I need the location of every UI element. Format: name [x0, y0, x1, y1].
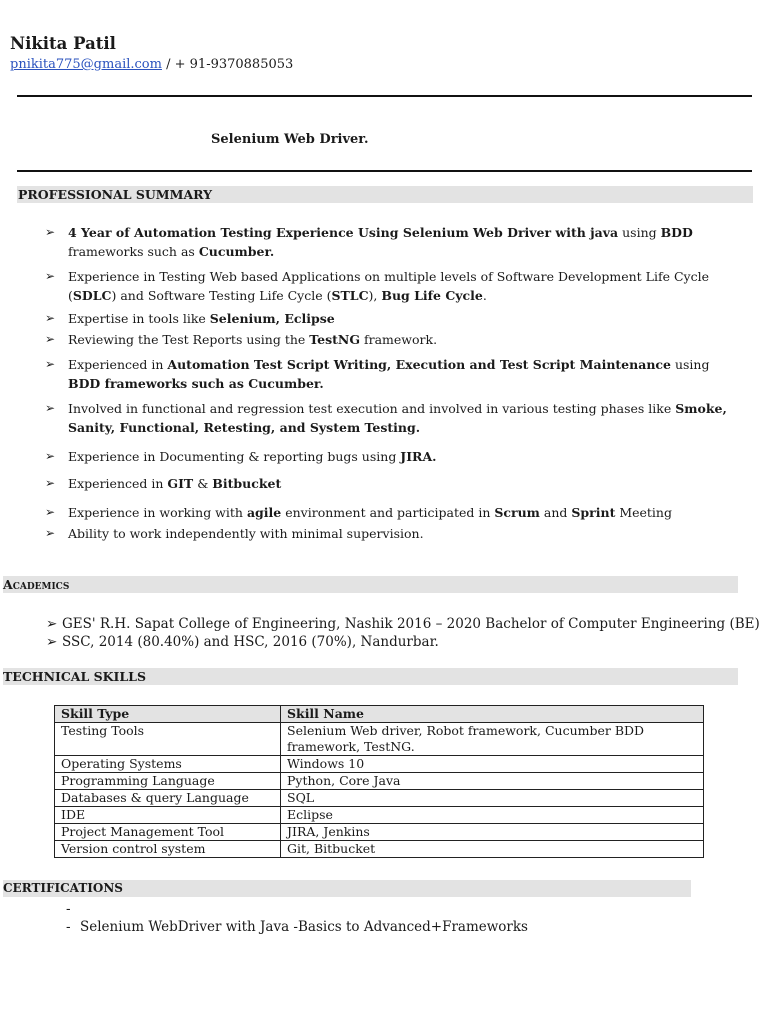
subtitle-divider: [17, 170, 752, 172]
summary-item: [45, 399, 735, 437]
skill-type-cell: Operating Systems: [55, 756, 281, 773]
summary-bold-text: Scrum: [494, 505, 540, 520]
summary-text: Experienced in: [68, 476, 168, 491]
summary-bold-text: BDD: [660, 225, 693, 240]
summary-bold-text: STLC: [331, 288, 369, 303]
summary-text: using: [670, 357, 710, 372]
summary-bold-text: Selenium, Eclipse: [209, 311, 335, 326]
academic-item: [46, 615, 760, 633]
skill-type-cell: Programming Language: [55, 773, 281, 790]
arrow-bullet-icon: ➢: [45, 225, 56, 239]
summary-text: Experience in working with: [68, 505, 247, 520]
summary-text: environment and participated in: [281, 505, 495, 520]
skill-type-cell: Testing Tools: [55, 723, 281, 756]
arrow-bullet-icon: ➢: [46, 616, 58, 632]
phone-text: / + 91-9370885053: [166, 57, 294, 72]
summary-bold-text: Sprint: [571, 505, 616, 520]
resume-subtitle: Selenium Web Driver.: [211, 132, 369, 147]
summary-text: using: [618, 225, 661, 240]
summary-bold-text: agile: [246, 505, 282, 520]
certification-item: [66, 901, 80, 917]
skill-name-cell: Python, Core Java: [281, 773, 704, 790]
summary-bold-text: 4 Year of Automation Testing Experience Using Selenium Web Driver with java: [68, 225, 619, 240]
arrow-bullet-icon: ➢: [45, 401, 56, 415]
skill-name-cell: JIRA, Jenkins: [281, 824, 704, 841]
skill-name-cell: Eclipse: [281, 807, 704, 824]
summary-text: framework.: [360, 332, 438, 347]
table-row: [55, 841, 704, 858]
summary-bold-text: Bitbucket: [212, 476, 282, 491]
table-row: [55, 723, 704, 756]
section-header-skills: TECHNICAL SKILLS: [3, 668, 738, 685]
summary-text: Involved in functional and regression test execution and involved in various testing phases like: [68, 401, 676, 416]
skill-type-cell: Project Management Tool: [55, 824, 281, 841]
certification-text: Selenium WebDriver with Java -Basics to Advanced+Frameworks: [80, 919, 528, 935]
summary-bold-text: BDD frameworks such as Cucumber.: [68, 376, 324, 391]
summary-item: [45, 330, 735, 349]
arrow-bullet-icon: ➢: [45, 269, 56, 283]
table-row: [55, 807, 704, 824]
summary-item: [45, 503, 735, 522]
summary-text: Ability to work independently with minimal supervision.: [68, 526, 424, 541]
summary-item: [45, 267, 735, 305]
summary-list: [45, 223, 735, 543]
arrow-bullet-icon: ➢: [45, 449, 56, 463]
summary-text: frameworks such as: [68, 244, 199, 259]
arrow-bullet-icon: ➢: [45, 311, 56, 325]
academic-text: GES' R.H. Sapat College of Engineering, Nashik 2016 – 2020 Bachelor of Computer Engineering (BE): [62, 616, 760, 632]
summary-text: Meeting: [615, 505, 672, 520]
summary-text: Reviewing the Test Reports using the: [68, 332, 310, 347]
summary-text: Experience in Testing Web based Applications on multiple levels of Software Development Life Cycle (: [68, 269, 709, 303]
skill-name-cell: Windows 10: [281, 756, 704, 773]
table-row: [55, 756, 704, 773]
summary-text: .: [482, 288, 487, 303]
summary-item: [45, 474, 735, 493]
top-divider: [17, 95, 752, 97]
skill-type-cell: Databases & query Language: [55, 790, 281, 807]
summary-text: Experienced in: [68, 357, 168, 372]
skill-name-cell: SQL: [281, 790, 704, 807]
arrow-bullet-icon: ➢: [46, 634, 58, 650]
arrow-bullet-icon: ➢: [45, 505, 56, 519]
summary-item: [45, 447, 735, 466]
skill-type-cell: IDE: [55, 807, 281, 824]
table-row: [55, 790, 704, 807]
contact-line: [10, 57, 293, 72]
dash-bullet-icon: -: [66, 901, 71, 917]
summary-text: ),: [368, 288, 382, 303]
summary-bold-text: JIRA.: [400, 449, 437, 464]
section-header-academics: Academics: [3, 576, 738, 593]
summary-text: Experience in Documenting & reporting bugs using: [68, 449, 401, 464]
summary-bold-text: Cucumber.: [198, 244, 275, 259]
table-header-row: [55, 706, 704, 723]
arrow-bullet-icon: ➢: [45, 526, 56, 540]
arrow-bullet-icon: ➢: [45, 476, 56, 490]
summary-bold-text: SDLC: [72, 288, 112, 303]
dash-bullet-icon: -: [66, 919, 71, 935]
candidate-name: Nikita Patil: [10, 34, 116, 53]
summary-text: Expertise in tools like: [68, 311, 210, 326]
table-row: [55, 773, 704, 790]
arrow-bullet-icon: ➢: [45, 357, 56, 371]
summary-item: [45, 355, 735, 393]
summary-item: [45, 309, 735, 328]
summary-item: [45, 223, 735, 261]
skill-type-cell: Version control system: [55, 841, 281, 858]
academics-list: [46, 615, 760, 651]
summary-bold-text: TestNG: [309, 332, 361, 347]
summary-bold-text: Bug Life Cycle: [381, 288, 483, 303]
skill-name-cell: Git, Bitbucket: [281, 841, 704, 858]
email-link[interactable]: pnikita775@gmail.com: [10, 57, 162, 72]
skills-table: [54, 705, 704, 858]
academic-item: [46, 633, 760, 651]
section-header-certifications: CERTIFICATIONS: [3, 880, 691, 897]
skill-name-cell: Selenium Web driver, Robot framework, Cucumber BDD framework, TestNG.: [281, 723, 704, 756]
summary-text: and: [539, 505, 572, 520]
summary-item: [45, 524, 735, 543]
summary-text: &: [193, 476, 213, 491]
arrow-bullet-icon: ➢: [45, 332, 56, 346]
section-header-summary: PROFESSIONAL SUMMARY: [17, 186, 753, 203]
column-header-skill-name: Skill Name: [281, 706, 704, 723]
summary-text: ) and Software Testing Life Cycle (: [111, 288, 332, 303]
summary-bold-text: GIT: [167, 476, 194, 491]
summary-bold-text: Automation Test Script Writing, Execution and Test Script Maintenance: [167, 357, 671, 372]
academic-text: SSC, 2014 (80.40%) and HSC, 2016 (70%), Nandurbar.: [62, 634, 439, 650]
certification-item: [66, 919, 528, 935]
column-header-skill-type: Skill Type: [55, 706, 281, 723]
summary-bold-text: Smoke, Sanity, Functional, Retesting, and System Testing.: [68, 401, 727, 435]
table-row: [55, 824, 704, 841]
